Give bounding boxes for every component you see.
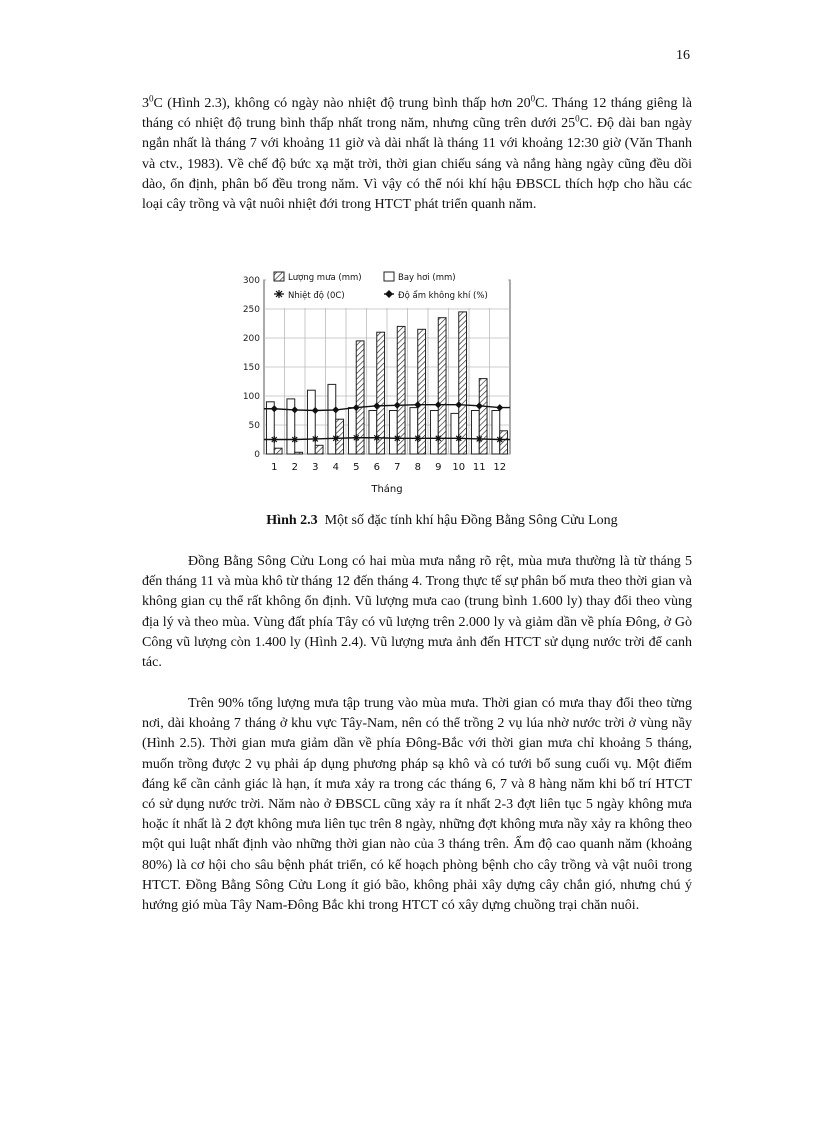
x-tick-label: 6 — [373, 462, 380, 473]
x-tick-label: 2 — [291, 462, 298, 473]
para1-seg2: C (Hình 2.3), không có ngày nào nhiệt độ trung bình thấp hơn 20 — [153, 96, 531, 111]
legend-swatch-rainfall — [274, 272, 284, 281]
temperature-point — [353, 434, 360, 441]
temperature-point — [394, 435, 401, 442]
bar-rainfall — [295, 452, 303, 454]
bar-rainfall — [500, 431, 508, 454]
climate-chart — [228, 264, 524, 508]
bar-evaporation — [430, 411, 438, 455]
degree-superscript: 0 — [530, 93, 536, 104]
x-tick-label: 10 — [452, 462, 466, 473]
bar-rainfall — [397, 326, 405, 454]
temperature-point — [476, 435, 483, 442]
x-tick-label: 8 — [414, 462, 421, 473]
page-number: 16 — [676, 48, 690, 63]
bar-evaporation — [348, 408, 356, 454]
bar-evaporation — [451, 413, 459, 454]
bar-rainfall — [459, 312, 467, 454]
bar-evaporation — [389, 411, 397, 455]
para1-seg3: C. Tháng 12 tháng giêng là tháng có nhiệt độ trung bình thấp nhất trong năm, nhưng cũng trên dưới 25 — [142, 96, 692, 132]
temperature-point — [271, 436, 278, 443]
temperature-point — [291, 436, 298, 443]
bar-evaporation — [492, 411, 500, 455]
x-tick-label: 9 — [435, 462, 442, 473]
legend-label: Độ ẩm không khí (%) — [398, 291, 488, 301]
legend-label: Nhiệt độ (0C) — [288, 291, 345, 301]
bar-evaporation — [369, 411, 377, 455]
temperature-point — [373, 434, 380, 441]
y-tick-label: 150 — [242, 363, 260, 373]
x-tick-label: 1 — [271, 462, 278, 473]
y-tick-label: 250 — [242, 305, 260, 315]
degree-superscript: 0 — [575, 113, 580, 124]
y-tick-label: 100 — [242, 392, 260, 402]
paragraph-climate-temperature — [142, 94, 692, 215]
figure-caption-text: Một số đặc tính khí hậu Đồng Bằng Sông Cửu Long — [324, 513, 618, 528]
temperature-point — [435, 435, 442, 442]
bar-rainfall — [315, 445, 323, 454]
bar-rainfall — [377, 332, 385, 454]
x-tick-label: 5 — [353, 462, 360, 473]
temperature-point — [496, 436, 503, 443]
x-axis-label: Tháng — [371, 484, 403, 495]
para1-seg1: 3 — [142, 96, 149, 111]
y-tick-label: 200 — [242, 334, 260, 344]
figure-caption-label: Hình 2.3 — [266, 513, 318, 528]
climate-chart-svg — [228, 264, 524, 508]
bar-evaporation — [307, 390, 315, 454]
bar-evaporation — [471, 411, 479, 455]
bar-rainfall — [479, 379, 487, 454]
legend-swatch-evaporation — [384, 272, 394, 281]
bar-rainfall — [274, 448, 282, 454]
para1-seg4: C. Độ dài ban ngày ngắn nhất là tháng 7 với khoảng 11 giờ và dài nhất là tháng 11 với khoảng 12:30 giờ (Văn Thanh và ctv., 1983). Về chế độ bức xạ mặt trời, thời gian chiếu sáng và nắng hàng ngày cũng đều dồi dào, ổn định, phân bố đều trong năm. Vì vậy có thể nói khí hậu ĐBSCL thích hợp cho hầu các loại cây trồng và vật nuôi nhiệt đới trong HTCT phát triển quanh năm. — [142, 116, 692, 213]
y-tick-label: 0 — [254, 450, 260, 460]
paragraph-rain-seasons: Đồng Bằng Sông Cửu Long có hai mùa mưa nắng rõ rệt, mùa mưa thường là từ tháng 5 đến tháng 11 và mùa khô từ tháng 12 đến tháng 4. Trong thực tế sự phân bố mưa theo thời gian và không gian cụ thể rất không ổn định. Vũ lượng mưa cao (trung bình 1.600 ly) thay đổi theo vùng địa lý và theo mùa. Vùng đất phía Tây có vũ lượng trên 2.000 ly và giảm dần về phía Đông, ở Gò Công vũ lượng còn 1.400 ly (Hình 2.4). Vũ lượng mưa ảnh đến HTCT sử dụng nước trời để canh tác. — [142, 554, 692, 671]
legend-label: Bay hơi (mm) — [398, 273, 456, 283]
y-tick-label: 50 — [248, 421, 260, 431]
bar-rainfall — [438, 318, 446, 454]
temperature-point — [332, 435, 339, 442]
bar-rainfall — [418, 329, 426, 454]
paragraph-rain-distribution: Trên 90% tổng lượng mưa tập trung vào mùa mưa. Thời gian có mưa thay đổi theo từng nơi, dài khoảng 7 tháng ở khu vực Tây-Nam, nên có thể trồng 2 vụ lúa nhờ nước trời ở vùng nầy (Hình 2.5). Thời gian mưa giảm dần về phía Đông-Bắc với thời gian mưa chỉ khoảng 5 tháng, muốn trồng được 2 vụ phải áp dụng phương pháp sạ khô và có tưới bổ sung cuối vụ. Một điểm đáng kể cần cảnh giác là hạn, ít mưa xảy ra trong các tháng 6, 7 và 8 hàng năm khi bố trí HTCT có sử dụng nước trời. Năm nào ở ĐBSCL cũng xảy ra ít nhất 2-3 đợt liên tục 5 ngày không mưa hoặc ít nhất là 2 đợt không mưa liên tục trên 8 ngày, những đợt không mưa nầy xảy ra không theo một qui luật nhất định vào những thời gian nào của 3 tháng trên. Ẩm độ cao quanh năm (khoảng 80%) là cơ hội cho sâu bệnh phát triển, có kế hoạch phòng bệnh cho cây trồng và vật nuôi trong HTCT. Đồng Bằng Sông Cửu Long ít gió bão, không phải xây dựng cây chắn gió, nhưng chú ý hướng gió mùa Tây Nam-Đông Bắc khi trong HTCT có xây dựng chuồng trại chăn nuôi. — [142, 696, 692, 914]
temperature-point — [414, 435, 421, 442]
x-tick-label: 4 — [332, 462, 339, 473]
legend-label: Lượng mưa (mm) — [288, 273, 362, 283]
y-tick-label: 300 — [242, 276, 260, 286]
temperature-point — [312, 435, 319, 442]
bar-evaporation — [287, 399, 295, 454]
temperature-point — [455, 435, 462, 442]
figure-caption — [142, 513, 742, 529]
degree-superscript: 0 — [149, 93, 154, 104]
x-tick-label: 11 — [472, 462, 486, 473]
bar-evaporation — [328, 384, 336, 454]
x-tick-label: 3 — [312, 462, 319, 473]
x-tick-label: 12 — [493, 462, 507, 473]
bar-evaporation — [410, 408, 418, 454]
x-tick-label: 7 — [394, 462, 401, 473]
